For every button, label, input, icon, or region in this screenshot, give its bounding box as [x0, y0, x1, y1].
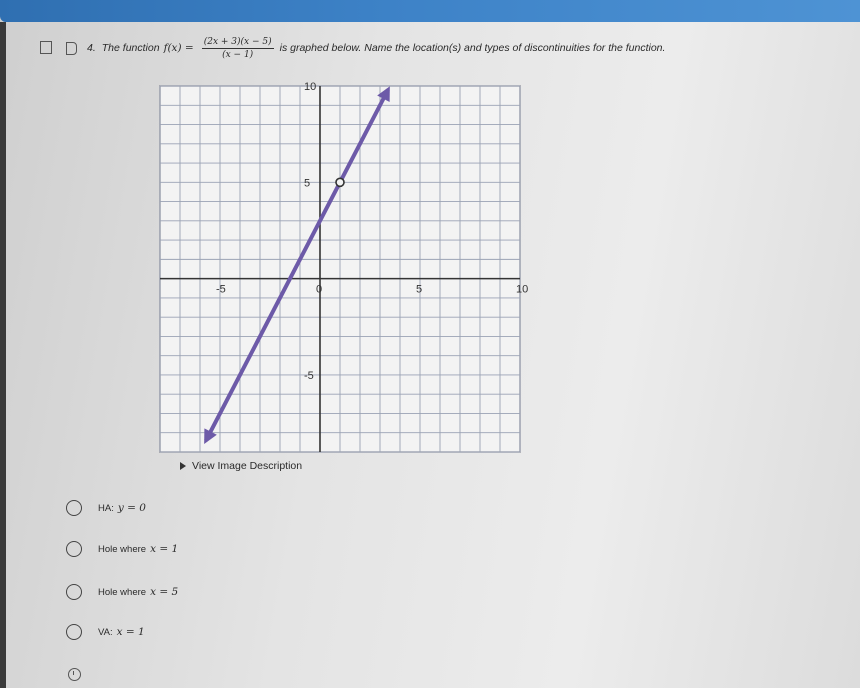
function-name: f(x) =	[163, 42, 194, 54]
y-tick-label: 10	[304, 81, 317, 93]
radio-button[interactable]	[66, 500, 82, 516]
question-row	[40, 28, 840, 68]
graph	[140, 66, 540, 458]
option-prefix: VA:	[98, 626, 113, 638]
hole-marker	[336, 178, 344, 186]
question-trailing-text: is graphed below. Name the location(s) and types of discontinuities for the function.	[279, 42, 666, 54]
radio-button[interactable]	[66, 541, 82, 557]
option-math: x = 5	[150, 586, 179, 598]
option-math: x = 1	[116, 626, 145, 638]
option-1[interactable]	[66, 500, 146, 516]
radio-button[interactable]	[66, 624, 82, 640]
option-3[interactable]	[66, 584, 178, 600]
left-edge	[0, 22, 6, 688]
clock-icon	[68, 668, 81, 681]
option-4[interactable]	[66, 624, 145, 640]
x-tick-label: 5	[416, 283, 423, 296]
x-tick-label: 0	[316, 283, 323, 296]
option-math: y = 0	[117, 502, 146, 514]
graph-svg	[140, 66, 540, 458]
question-number: 4.	[87, 42, 96, 54]
function-fraction	[202, 37, 274, 60]
option-prefix: HA:	[98, 502, 114, 514]
y-tick-label: 5	[304, 177, 311, 190]
bookmark-icon[interactable]	[40, 42, 52, 54]
option-prefix: Hole where	[98, 543, 147, 555]
top-bar	[0, 0, 860, 22]
question-lead-text: The function	[101, 42, 160, 54]
fraction-denominator: (x − 1)	[222, 49, 254, 60]
flag-icon[interactable]	[66, 42, 77, 55]
expand-triangle-icon	[180, 462, 186, 470]
fraction-numerator: (2x + 3)(x − 5)	[203, 36, 272, 47]
x-tick-label: 10	[516, 283, 529, 296]
option-math: x = 1	[150, 543, 179, 555]
y-tick-label: -5	[304, 369, 314, 382]
view-image-description-toggle[interactable]	[180, 460, 302, 472]
radio-button[interactable]	[66, 584, 82, 600]
view-image-description-label: View Image Description	[192, 460, 303, 472]
option-2[interactable]	[66, 541, 178, 557]
x-tick-label: -5	[216, 283, 226, 296]
option-prefix: Hole where	[98, 586, 147, 598]
